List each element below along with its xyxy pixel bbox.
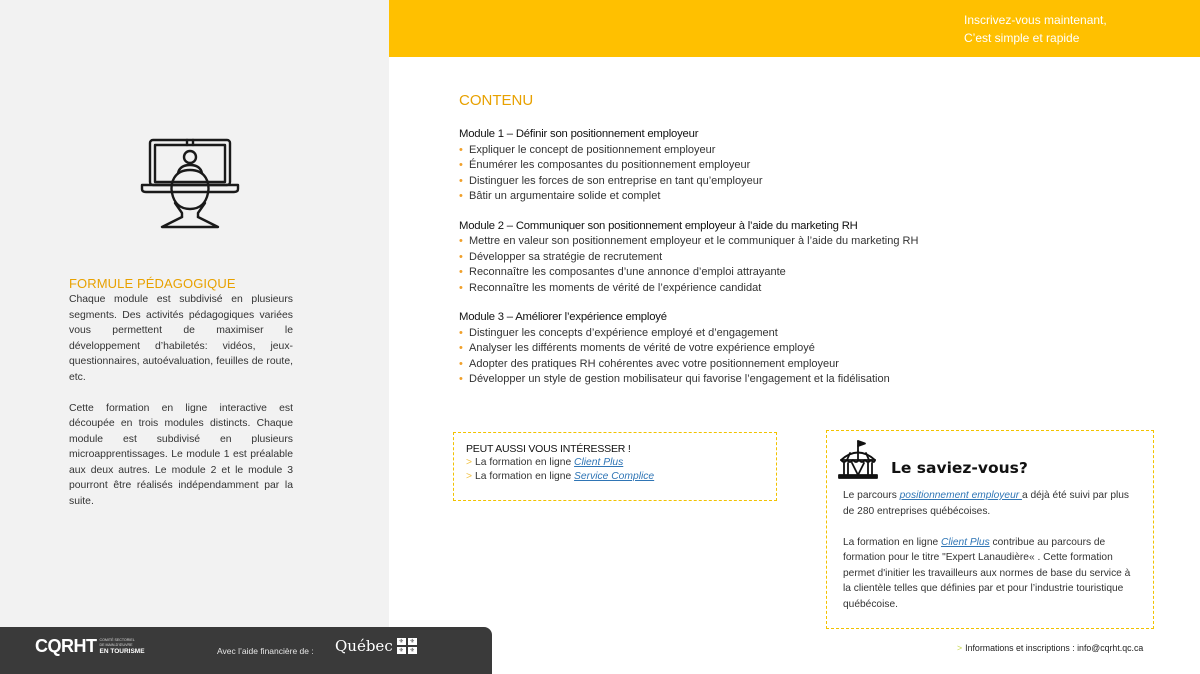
quebec-logo [335, 637, 417, 655]
contenu-section [459, 92, 1159, 402]
related-title: PEUT AUSSI VOUS INTÉRESSER ! [466, 443, 631, 455]
formule-paragraph-2: Cette formation en ligne interactive est découpée en trois modules distincts. Chaque module est subdivisé en plusieurs microapprentissages. Le module 1 est préalable aux deux autres. Le module 2 et le module 3 pourront être réalisés indépendamment par la suite. [69, 402, 293, 507]
module-title: Module 3 – Améliorer l’expérience employé [459, 311, 667, 323]
list-item: • Développer sa stratégie de recrutement [459, 250, 1159, 266]
formule-title: FORMULE PÉDAGOGIQUE [69, 276, 236, 291]
positionnement-employeur-link[interactable]: positionnement employeur [899, 490, 1022, 501]
funding-label: Avec l’aide financière de : [217, 646, 314, 656]
bullet-icon: • [459, 281, 463, 294]
quebec-flag-icon: ⚜ ⚜ ⚜ ⚜ [398, 637, 415, 654]
list-item: • Expliquer le concept de positionnement employeur [459, 143, 1159, 159]
contact-text: Informations et inscriptions : info@cqrht.qc.ca [965, 643, 1144, 653]
list-item: • Analyser les différents moments de vérité de votre expérience employé [459, 341, 1159, 357]
related-item: > La formation en ligne Service Complice [466, 471, 655, 482]
did-you-know-paragraph-2: La formation en ligne Client Plus contribue au parcours de formation pour le titre "Expert Lanaudière« . Cette formation permet d'initier les travailleurs aux normes de base du service à la clientèle telles que définies par et pour l’industrie touristique québécoise. [843, 536, 1131, 610]
online-learner-icon [140, 135, 240, 230]
cta-line-1: Inscrivez-vous maintenant, [964, 13, 1107, 27]
cta-line-2: C’est simple et rapide [964, 31, 1080, 45]
logo-subtitle: COMITÉ SECTORIEL DE MAIN-D'ŒUVRE EN TOURISME [99, 637, 145, 655]
module-items [459, 326, 1159, 388]
bullet-icon: • [459, 342, 463, 354]
did-you-know-title: Le saviez-vous? [891, 459, 1028, 477]
related-courses-box [453, 432, 777, 501]
module-3 [459, 310, 1159, 388]
formule-section [69, 276, 293, 509]
module-title: Module 2 – Communiquer son positionnement employeur à l’aide du marketing RH [459, 219, 858, 232]
did-you-know-header [843, 439, 1137, 481]
bullet-icon: • [459, 250, 463, 263]
bullet-icon: • [459, 266, 463, 278]
bullet-icon: • [459, 190, 463, 202]
client-plus-link[interactable]: Client Plus [574, 457, 624, 468]
list-item: • Mettre en valeur son positionnement employeur et le communiquer à l’aide du marketing RH [459, 234, 1159, 250]
service-complice-link[interactable]: Service Complice [574, 471, 655, 482]
logo-brand: CQRHT [35, 636, 97, 656]
bullet-icon: • [459, 373, 463, 385]
formule-paragraph-1: Chaque module est subdivisé en plusieurs segments. Des activités pédagogiques variées vous permettent de maximiser le développement d’habiletés: vidéos, jeux-questionnaires, autoévaluation, feuilles de route, etc. [69, 294, 293, 383]
contact-info[interactable] [957, 643, 1143, 653]
list-item: • Développer un style de gestion mobilisateur qui favorise l’engagement et la fidélisation [459, 372, 1159, 388]
bullet-icon: • [459, 357, 463, 370]
list-item: • Reconnaître les composantes d’une annonce d’emploi attrayante [459, 265, 1159, 281]
module-2 [459, 219, 1159, 297]
list-item: • Bâtir un argumentaire solide et complet [459, 189, 1159, 205]
module-items [459, 143, 1159, 205]
bullet-icon: • [459, 174, 463, 187]
list-item: • Énumérer les composantes du positionnement employeur [459, 158, 1159, 174]
module-title: Module 1 – Définir son positionnement employeur [459, 128, 699, 140]
signup-banner[interactable] [389, 0, 1200, 57]
bullet-icon: • [459, 235, 463, 247]
left-panel [0, 0, 389, 674]
client-plus-link[interactable]: Client Plus [940, 536, 990, 548]
did-you-know-box [826, 430, 1154, 629]
quebec-label: Québec [335, 637, 393, 655]
arrow-icon: > [466, 457, 473, 468]
module-items [459, 234, 1159, 296]
circus-tent-icon [837, 439, 879, 481]
arrow-icon: > [466, 471, 473, 482]
cqrht-logo[interactable] [35, 636, 145, 657]
did-you-know-paragraph-1: Le parcours positionnement employeur a déjà été suivi par plus de 280 entreprises québécoises. [843, 490, 1130, 517]
list-item: • Distinguer les forces de son entreprise en tant qu’employeur [459, 174, 1159, 190]
contenu-title: CONTENU [459, 92, 534, 109]
bullet-icon: • [459, 143, 463, 156]
bullet-icon: • [459, 326, 463, 339]
signup-cta[interactable] [964, 11, 1107, 47]
list-item: • Distinguer les concepts d’expérience employé et d’engagement [459, 326, 1159, 342]
module-1 [459, 127, 1159, 205]
bullet-icon: • [459, 159, 463, 171]
arrow-icon: > [957, 643, 963, 653]
footer-bar [0, 627, 492, 674]
list-item: • Adopter des pratiques RH cohérentes avec votre positionnement employeur [459, 357, 1159, 373]
related-item: > La formation en ligne Client Plus [466, 457, 624, 468]
list-item: • Reconnaître les moments de vérité de l’expérience candidat [459, 281, 1159, 297]
